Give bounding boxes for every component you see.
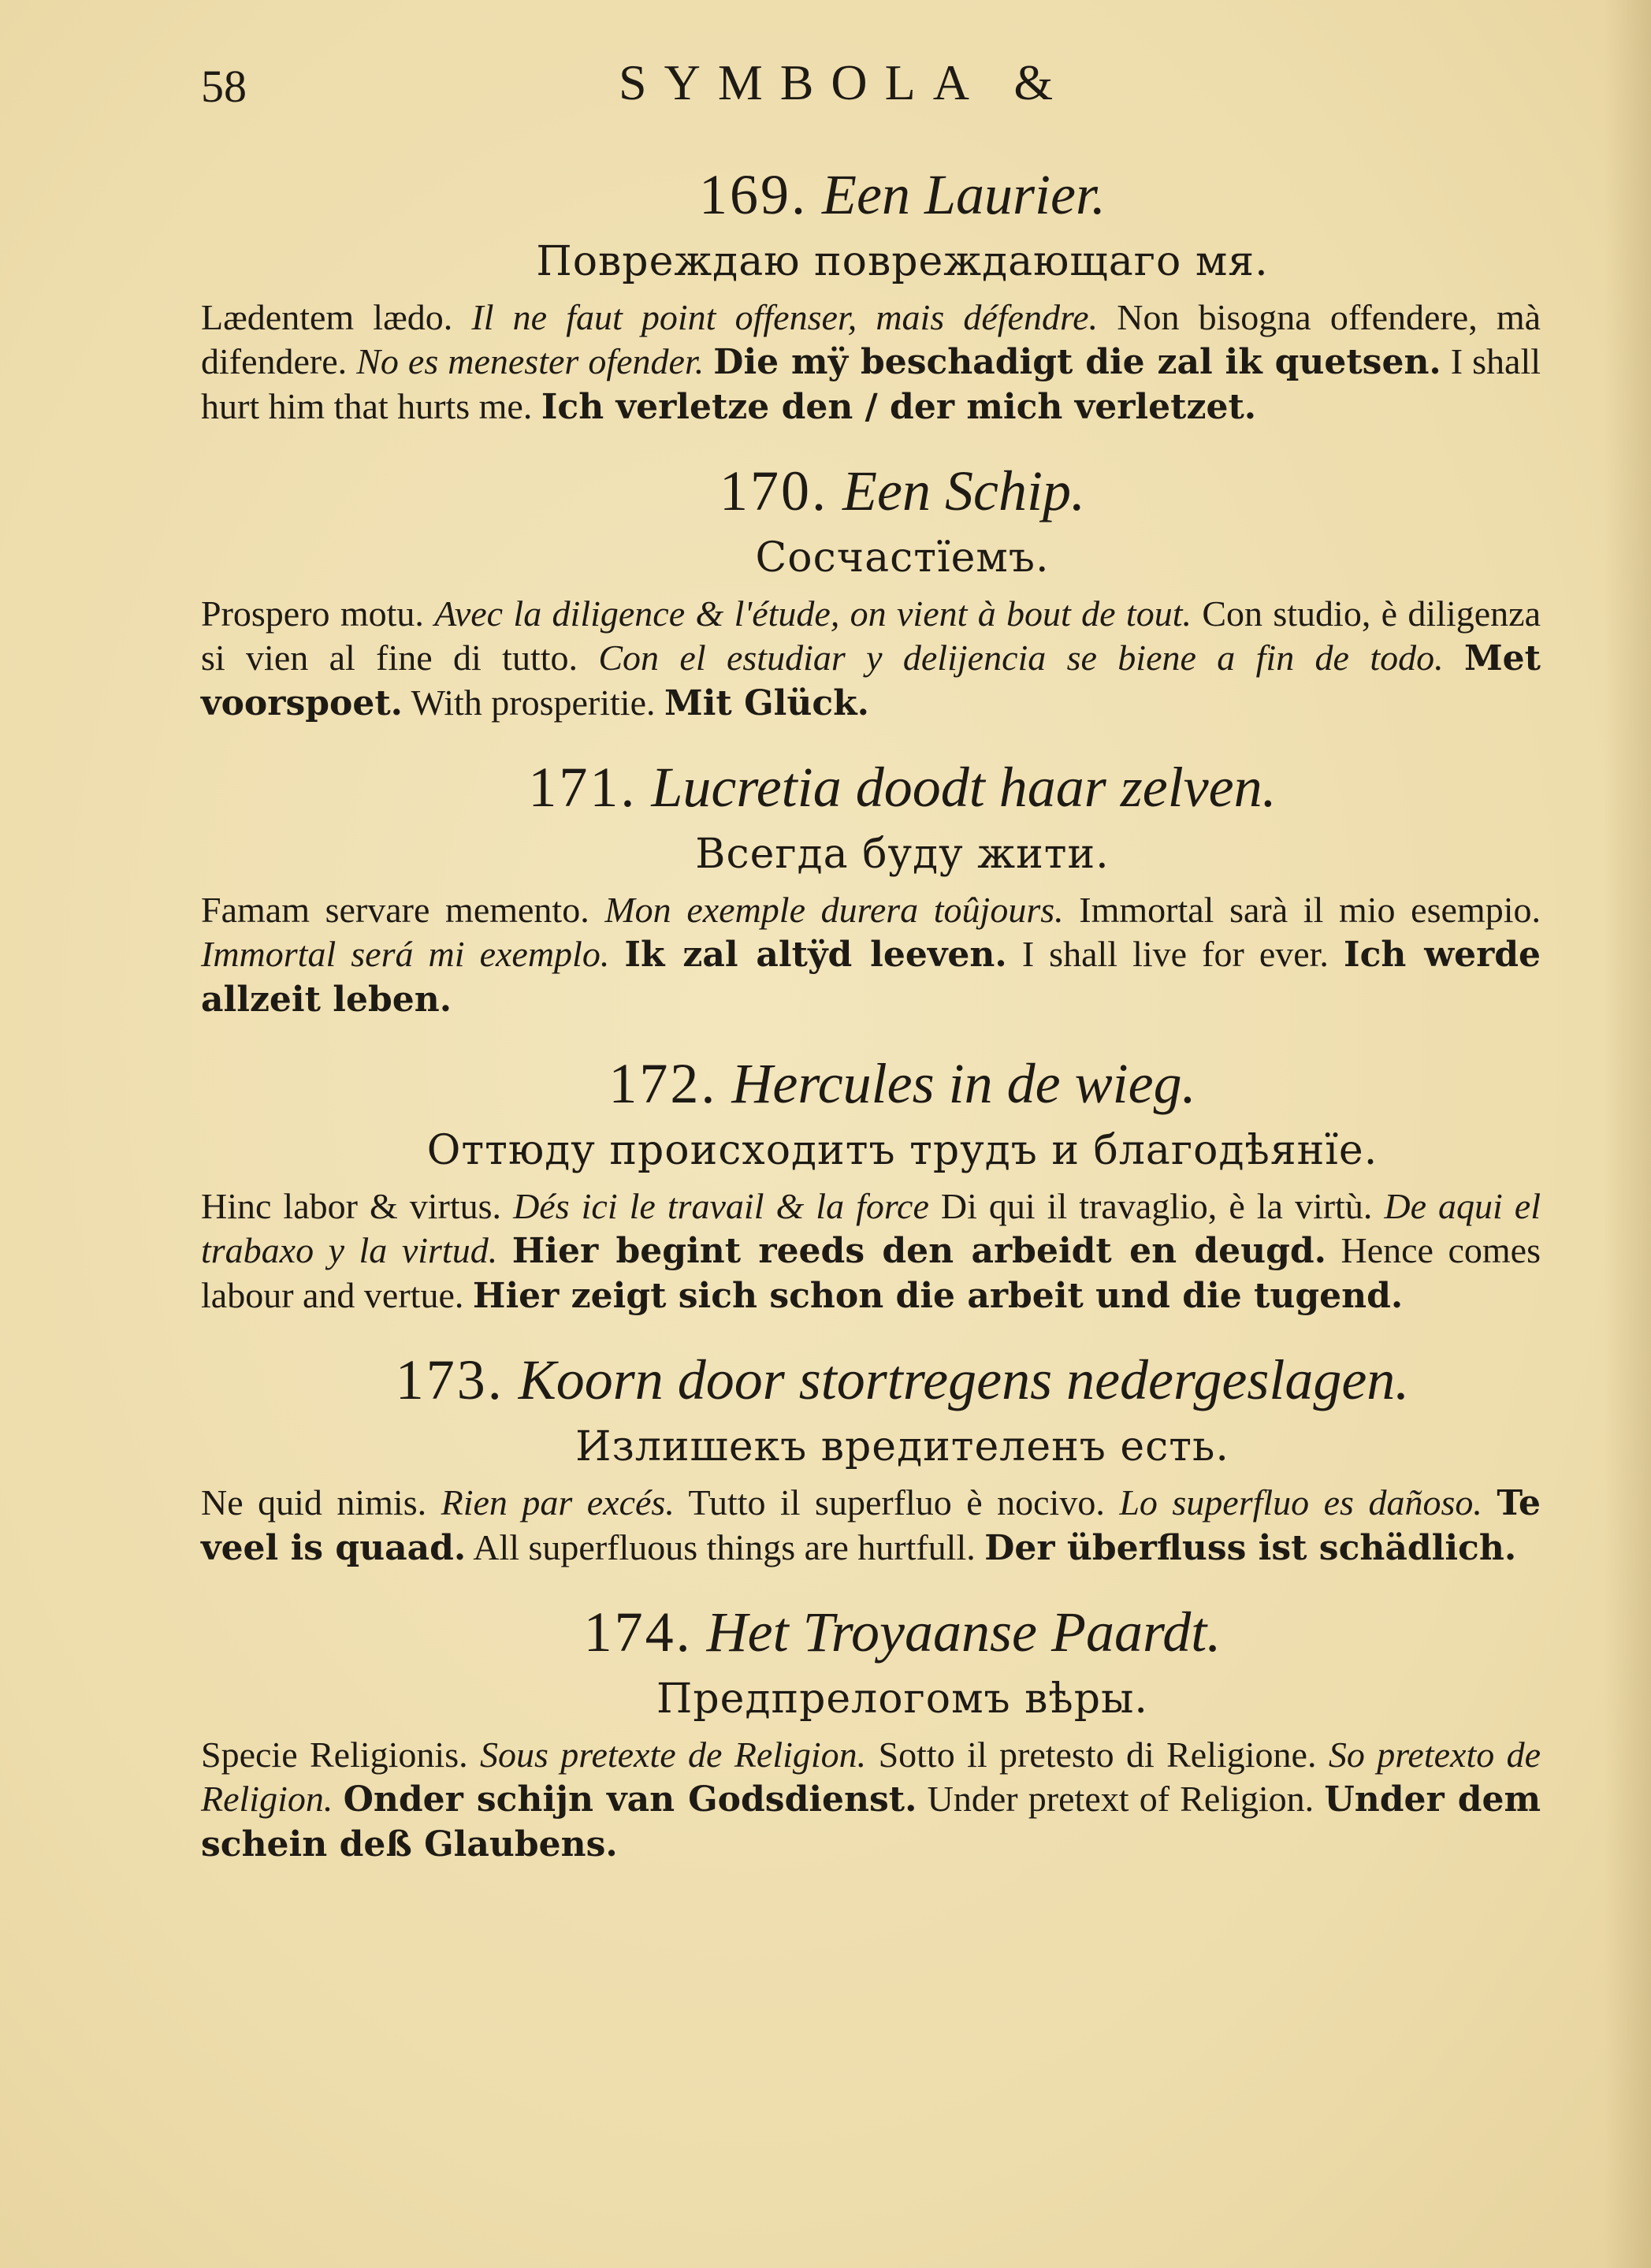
motto-text: Hence comes labour and vertue. bbox=[201, 1230, 1541, 1315]
entry-number: 174. bbox=[583, 1601, 693, 1664]
motto-text: Mon exemple durera toûjours. bbox=[604, 890, 1064, 930]
entry-name: Lucretia doodt haar zelven. bbox=[651, 756, 1277, 819]
motto-text: Immortal será mi exemplo. bbox=[201, 934, 610, 974]
motto-translations bbox=[201, 1733, 1541, 1867]
motto-text: I shall hurt him that hurts me. bbox=[201, 341, 1541, 426]
motto-text: Hier begint reeds den arbeidt en deugd. bbox=[511, 1231, 1326, 1271]
entry-number: 170. bbox=[720, 459, 829, 522]
motto-text: Ne quid nimis. bbox=[201, 1482, 427, 1523]
emblem-entry bbox=[201, 1050, 1541, 1318]
motto-text: Tutto il superfluo è nocivo. bbox=[688, 1482, 1105, 1523]
running-title: SYMBOLA & bbox=[619, 54, 1071, 110]
motto-translations bbox=[201, 592, 1541, 726]
entry-title bbox=[264, 1347, 1541, 1413]
emblem-entry bbox=[201, 162, 1541, 429]
entry-name: Een Laurier. bbox=[822, 163, 1106, 226]
motto-translations bbox=[201, 296, 1541, 429]
motto-text: Di qui il travaglio, è la virtù. bbox=[940, 1186, 1373, 1226]
slavonic-motto: Повреждаю повреждающаго мя. bbox=[536, 238, 1269, 285]
motto-text: So pretexto de Religion. bbox=[201, 1734, 1541, 1819]
page-number: 58 bbox=[201, 61, 247, 112]
motto-text: Der überfluss ist schädlich. bbox=[984, 1528, 1517, 1568]
entry-number: 171. bbox=[528, 756, 638, 819]
entry-number: 169. bbox=[699, 163, 808, 226]
entry-title bbox=[264, 1050, 1541, 1117]
motto-text: Under dem schein deß Glaubens. bbox=[201, 1779, 1541, 1865]
motto-text: Te veel is quaad. bbox=[201, 1483, 1541, 1568]
motto-text: Die mÿ beschadigt die zal ik quetsen. bbox=[713, 342, 1441, 382]
motto-text: Prospero motu. bbox=[201, 593, 424, 634]
motto-text: Specie Religionis. bbox=[201, 1734, 468, 1775]
motto-text: Sous pretexte de Religion. bbox=[479, 1734, 867, 1775]
entry-name: Koorn door stortregens nedergeslagen. bbox=[518, 1348, 1410, 1411]
motto-text: De aqui el trabaxo y la virtud. bbox=[201, 1186, 1541, 1270]
entry-number: 172. bbox=[608, 1052, 718, 1115]
slavonic-motto: Предпрелогомъ вѣры. bbox=[656, 1675, 1148, 1723]
motto-text: Mit Glück. bbox=[664, 683, 869, 723]
motto-text: Lædentem lædo. bbox=[201, 297, 453, 337]
entry-title bbox=[264, 754, 1541, 820]
motto-text: No es menester ofender. bbox=[356, 341, 705, 381]
entry-title bbox=[264, 162, 1541, 228]
motto-text: Con el estudiar y delijencia se biene a fin de todo. bbox=[598, 638, 1444, 678]
emblem-entry bbox=[201, 1347, 1541, 1571]
motto-text: Ik zal altÿd leeven. bbox=[624, 935, 1007, 975]
motto-text: I shall live for ever. bbox=[1021, 934, 1329, 974]
motto-text: All superfluous things are hurtfull. bbox=[473, 1527, 976, 1567]
entry-name: Het Troyaanse Paardt. bbox=[706, 1601, 1222, 1664]
slavonic-motto: Всегда буду жити. bbox=[695, 831, 1110, 878]
motto-translations bbox=[201, 1184, 1541, 1318]
motto-text: Hier zeigt sich schon die arbeit und die tugend. bbox=[472, 1276, 1404, 1316]
slavonic-motto: Излишекъ вредителенъ есть. bbox=[575, 1423, 1229, 1470]
emblem-entry bbox=[201, 754, 1541, 1022]
motto-text: Under pretext of Religion. bbox=[927, 1779, 1314, 1819]
motto-text: Met voorspoet. bbox=[201, 638, 1541, 723]
slavonic-motto: Оттюду происходитъ трудъ и благодѣянїе. bbox=[426, 1127, 1378, 1174]
motto-text: Ich verletze den / der mich verletzet. bbox=[541, 387, 1257, 427]
motto-text: With prosperitie. bbox=[411, 682, 656, 723]
motto-text: Rien par excés. bbox=[441, 1482, 675, 1523]
entry-title bbox=[264, 458, 1541, 524]
motto-text: Dés ici le travail & la force bbox=[513, 1186, 929, 1226]
running-header bbox=[201, 54, 1541, 125]
emblem-entry bbox=[201, 458, 1541, 726]
motto-text: Immortal sarà il mio esempio. bbox=[1079, 890, 1541, 930]
motto-text: Sotto il pretesto di Religione. bbox=[878, 1734, 1317, 1775]
page-gutter-shadow bbox=[1604, 0, 1651, 2268]
motto-text: Il ne faut point offenser, mais défendre. bbox=[471, 297, 1099, 337]
entry-name: Een Schip. bbox=[842, 459, 1085, 522]
emblem-entry bbox=[201, 1599, 1541, 1867]
entry-title bbox=[264, 1599, 1541, 1665]
motto-text: Con studio, è diligenza si vien al fine di tutto. bbox=[201, 593, 1541, 678]
entry-number: 173. bbox=[395, 1348, 504, 1411]
motto-translations bbox=[201, 1481, 1541, 1571]
motto-text: Non bisogna offendere, mà difendere. bbox=[201, 297, 1541, 381]
motto-translations bbox=[201, 888, 1541, 1022]
motto-text: Onder schijn van Godsdienst. bbox=[343, 1779, 917, 1820]
entry-name: Hercules in de wieg. bbox=[731, 1052, 1196, 1115]
motto-text: Famam servare memento. bbox=[201, 890, 589, 930]
emblem-list bbox=[201, 162, 1541, 1895]
slavonic-motto: Сосчастїемъ. bbox=[755, 534, 1050, 582]
motto-text: Hinc labor & virtus. bbox=[201, 1186, 502, 1226]
motto-text: Lo superfluo es dañoso. bbox=[1119, 1482, 1482, 1523]
motto-text: Ich werde allzeit leben. bbox=[201, 935, 1541, 1020]
motto-text: Avec la diligence & l'étude, on vient à bout de tout. bbox=[434, 593, 1192, 634]
